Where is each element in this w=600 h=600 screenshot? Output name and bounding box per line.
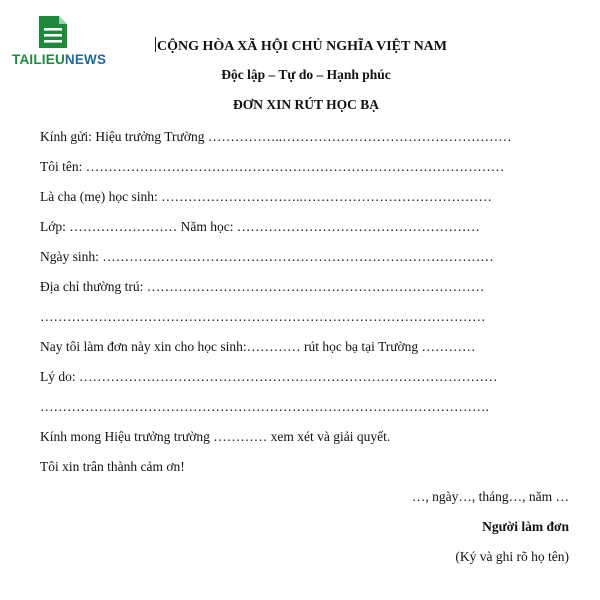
address-line: Địa chỉ thường trú: ………………………………………………………………… xyxy=(40,279,485,294)
signer-label: Người làm đơn xyxy=(482,519,569,534)
class-year-line: Lớp: …………………… Năm học: ……………………………………………… xyxy=(40,219,480,234)
address-continuation-line: ……………………………………………………………………………………… xyxy=(40,309,486,324)
consideration-line: Kính mong Hiệu trưởng trường ………… xem xét và giải quyết. xyxy=(40,429,391,444)
recipient-line: Kính gửi: Hiệu trưởng Trường ……………..…………………………………………… xyxy=(40,129,512,144)
text-cursor xyxy=(155,37,156,52)
motto: Độc lập – Tự do – Hạnh phúc xyxy=(221,67,391,82)
national-name-text: CỘNG HÒA XÃ HỘI CHỦ NGHĨA VIỆT NAM xyxy=(156,39,447,54)
reason-line: Lý do: ………………………………………………………………………………… xyxy=(40,369,498,384)
sign-note: (Ký và ghi rõ họ tên) xyxy=(455,549,569,564)
birthdate-line: Ngày sinh: …………………………………………………………………………… xyxy=(40,249,494,264)
logo-text-part1: TAILIEU xyxy=(12,52,65,67)
reason-continuation-line: ………………………………………………………………………………………. xyxy=(40,399,489,414)
thanks-line: Tôi xin trân thành cảm ơn! xyxy=(40,459,185,474)
date-line: …, ngày…, tháng…, năm … xyxy=(411,489,569,504)
parent-line: Là cha (mẹ) học sinh: …………………………..…………………………………… xyxy=(40,189,492,204)
name-line: Tôi tên: ………………………………………………………………………………… xyxy=(40,159,505,174)
logo-text-part2: NEWS xyxy=(64,52,107,67)
document-title: ĐƠN XIN RÚT HỌC BẠ xyxy=(232,97,379,112)
national-name xyxy=(1,37,600,55)
request-line: Nay tôi làm đơn này xin cho học sinh:………… rút học bạ tại Trường ………… xyxy=(40,339,476,354)
